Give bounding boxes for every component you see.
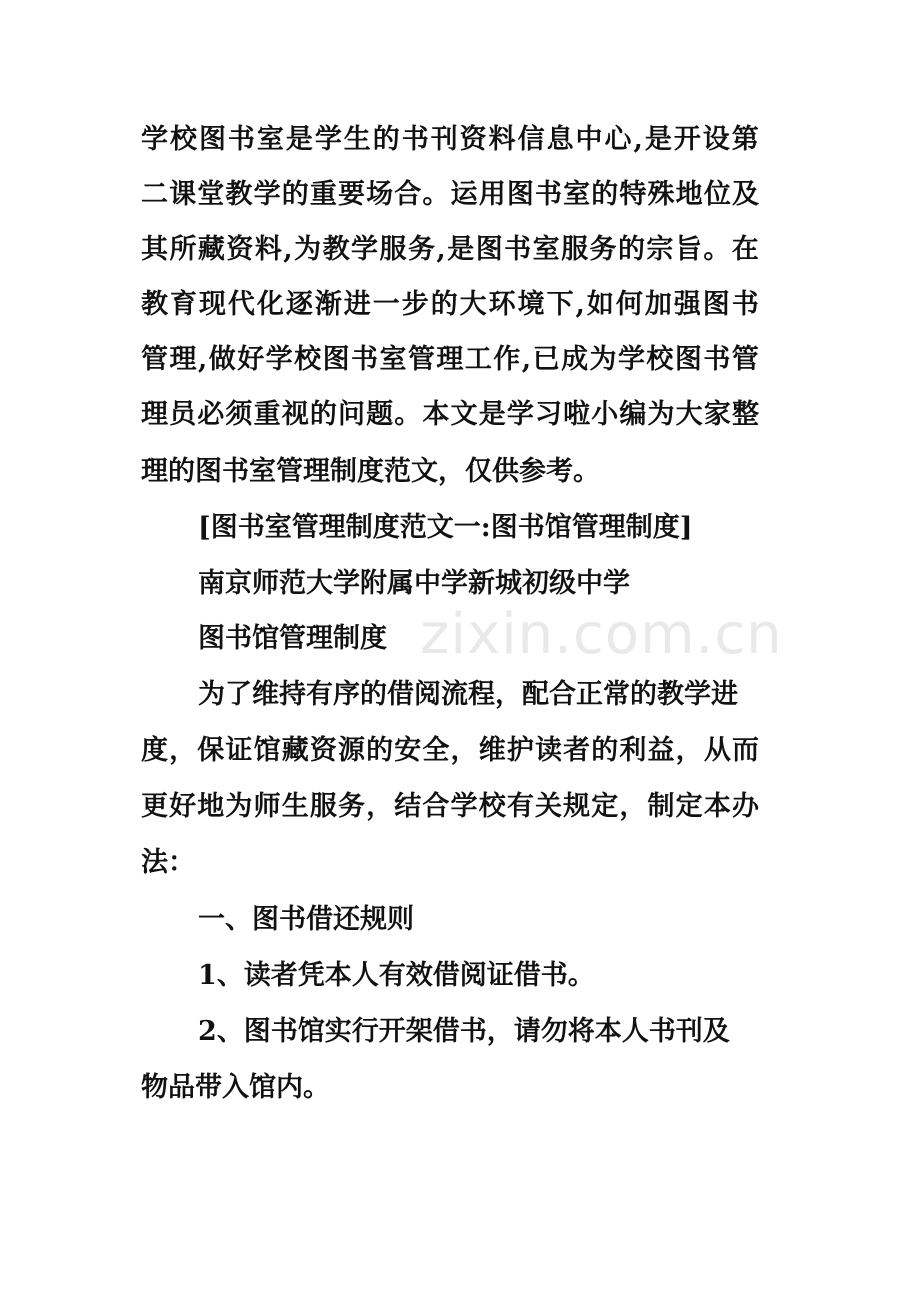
purpose-line-2-text (141, 731, 759, 771)
glyph: ， (619, 791, 647, 822)
glyph: 重 (309, 179, 337, 210)
document-title-text: 图书馆管理制度 (198, 623, 387, 654)
glyph: 题 (366, 399, 394, 430)
glyph: 的 (430, 289, 458, 320)
glyph: 大 (459, 289, 487, 320)
glyph: 是 (285, 124, 313, 155)
glyph: 文 (450, 399, 478, 430)
purpose-line-1 (0, 675, 920, 715)
glyph: 刊 (430, 124, 458, 155)
glyph: 进 (343, 289, 371, 320)
glyph: 小 (591, 399, 619, 430)
glyph: 校 (646, 344, 674, 375)
glyph: 师 (253, 791, 281, 822)
glyph: 位 (703, 179, 731, 210)
glyph: 结 (394, 791, 422, 822)
glyph: 二 (141, 179, 168, 210)
glyph: 馆 (253, 735, 281, 766)
glyph: 室 (532, 234, 560, 265)
glyph: 学 (617, 344, 645, 375)
glyph: 。 (422, 179, 450, 210)
glyph: 的 (281, 179, 309, 210)
rule-2-line-2-text: 物品带入馆内。 (141, 1072, 330, 1103)
glyph: 教 (141, 289, 168, 320)
glyph: 保 (197, 735, 225, 766)
glyph: 管 (141, 344, 168, 375)
purpose-line-3-text (141, 787, 759, 827)
intro-line-1 (0, 120, 920, 160)
glyph: 为 (647, 399, 675, 430)
glyph: 用 (478, 179, 506, 210)
intro-line-6-text (141, 395, 759, 435)
glyph: 从 (703, 735, 731, 766)
glyph: 旨 (674, 234, 702, 265)
glyph: 书 (703, 344, 731, 375)
glyph: 。 (394, 399, 422, 430)
glyph: 家 (703, 399, 731, 430)
glyph: 图 (322, 344, 350, 375)
glyph: 为 (589, 344, 617, 375)
rule-2-line-1 (0, 1012, 920, 1052)
glyph: 有 (506, 791, 534, 822)
glyph: 图 (198, 124, 226, 155)
glyph: 益 (647, 735, 675, 766)
glyph: 生 (343, 124, 371, 155)
glyph: 宗 (646, 234, 674, 265)
glyph: 环 (488, 289, 516, 320)
glyph: 教 (225, 179, 253, 210)
glyph: 室 (563, 179, 591, 210)
glyph: 服 (309, 791, 337, 822)
intro-line-7-text: 理的图书室管理制度范文，仅供参考。 (141, 456, 600, 487)
glyph: 设 (702, 124, 730, 155)
glyph: 资 (459, 124, 487, 155)
glyph: 心 (604, 124, 632, 155)
glyph: 办 (731, 791, 759, 822)
glyph: 下 (546, 289, 574, 320)
school-name (0, 564, 920, 604)
glyph: 室 (256, 124, 284, 155)
glyph: 工 (464, 344, 492, 375)
glyph: , (575, 289, 585, 320)
watermark-text: zixin.com.cn (420, 602, 783, 667)
glyph: 的 (617, 234, 645, 265)
glyph: 。 (703, 234, 731, 265)
glyph: 信 (517, 124, 545, 155)
glyph: 啦 (563, 399, 591, 430)
glyph: 读 (534, 735, 562, 766)
glyph: 做 (208, 344, 236, 375)
glyph: 为 (294, 234, 322, 265)
glyph: 藏 (197, 234, 225, 265)
glyph: ， (450, 735, 478, 766)
glyph: 地 (197, 791, 225, 822)
glyph: 开 (673, 124, 701, 155)
glyph: 度 (141, 735, 168, 766)
glyph: 关 (534, 791, 562, 822)
glyph: 理 (169, 344, 197, 375)
glyph: , (436, 234, 446, 265)
glyph: 课 (169, 179, 197, 210)
glyph: 校 (478, 791, 506, 822)
glyph: 图 (674, 344, 702, 375)
purpose-line-2 (0, 731, 920, 771)
glyph: 源 (337, 735, 365, 766)
glyph: 书 (227, 124, 255, 155)
section-heading-text: [图书室管理制度范文一:图书馆管理制度] (198, 512, 693, 543)
glyph: 护 (506, 735, 534, 766)
section-heading (0, 508, 920, 548)
glyph: 理 (436, 344, 464, 375)
glyph: 渐 (314, 289, 342, 320)
glyph: 证 (225, 735, 253, 766)
glyph: 大 (675, 399, 703, 430)
glyph: 育 (169, 289, 197, 320)
glyph: 定 (675, 791, 703, 822)
glyph: 的 (366, 735, 394, 766)
glyph: 务 (589, 234, 617, 265)
glyph: 合 (422, 791, 450, 822)
glyph: 合 (394, 179, 422, 210)
glyph: , (521, 344, 532, 375)
glyph: 图 (506, 179, 534, 210)
glyph: 图 (475, 234, 503, 265)
glyph: 化 (256, 289, 284, 320)
glyph: 者 (563, 735, 591, 766)
glyph: 是 (478, 399, 506, 430)
glyph: 书 (351, 344, 379, 375)
intro-line-4 (0, 285, 920, 325)
glyph: , (197, 344, 208, 375)
purpose-line-1-text: 为了维持有序的借阅流程，配合正常的教学进 (198, 679, 738, 710)
glyph: 如 (586, 289, 614, 320)
school-name-text: 南京师范大学附属中学新城初级中学 (198, 568, 630, 599)
glyph: 步 (401, 289, 429, 320)
intro-line-5-text (141, 340, 759, 380)
glyph: 学 (253, 179, 281, 210)
glyph: 定 (591, 791, 619, 822)
glyph: 本 (703, 791, 731, 822)
glyph: ， (169, 735, 197, 766)
glyph: 的 (372, 124, 400, 155)
glyph: 料 (254, 234, 282, 265)
glyph: 的 (309, 399, 337, 430)
glyph: 管 (407, 344, 435, 375)
purpose-line-3 (0, 787, 920, 827)
glyph: 中 (575, 124, 603, 155)
glyph: 学 (351, 234, 379, 265)
glyph: 成 (561, 344, 589, 375)
intro-line-1-text (141, 120, 759, 160)
glyph: 规 (563, 791, 591, 822)
glyph: 学 (141, 124, 168, 155)
glyph: 所 (169, 234, 197, 265)
glyph: 教 (322, 234, 350, 265)
glyph: 视 (281, 399, 309, 430)
glyph: 更 (141, 791, 168, 822)
rule-2-line-2 (0, 1068, 920, 1108)
glyph: 服 (561, 234, 589, 265)
glyph: 书 (534, 179, 562, 210)
glyph: 生 (281, 791, 309, 822)
glyph: 的 (591, 735, 619, 766)
glyph: 理 (141, 399, 168, 430)
glyph: , (633, 124, 643, 155)
glyph: 逐 (285, 289, 313, 320)
glyph: 学 (314, 124, 342, 155)
purpose-line-4 (0, 843, 920, 883)
glyph: 在 (731, 234, 759, 265)
glyph: 问 (337, 399, 365, 430)
glyph: 其 (141, 234, 168, 265)
glyph: 资 (309, 735, 337, 766)
glyph: 殊 (647, 179, 675, 210)
glyph: 管 (731, 344, 759, 375)
glyph: 息 (546, 124, 574, 155)
glyph: 学 (265, 344, 293, 375)
glyph: 服 (379, 234, 407, 265)
glyph: 作 (493, 344, 521, 375)
glyph: 校 (294, 344, 322, 375)
glyph: 书 (504, 234, 532, 265)
glyph: 本 (422, 399, 450, 430)
glyph: 习 (534, 399, 562, 430)
intro-line-4-text (141, 285, 759, 325)
intro-line-3-text (141, 230, 759, 270)
glyph: 利 (619, 735, 647, 766)
glyph: 员 (169, 399, 197, 430)
glyph: 维 (478, 735, 506, 766)
glyph: 务 (337, 791, 365, 822)
glyph: 第 (731, 124, 759, 155)
intro-line-6 (0, 395, 920, 435)
glyph: 加 (644, 289, 672, 320)
glyph: 必 (197, 399, 225, 430)
glyph: 是 (644, 124, 672, 155)
intro-line-3 (0, 230, 920, 270)
glyph: 要 (337, 179, 365, 210)
glyph: 整 (731, 399, 759, 430)
glyph: 安 (394, 735, 422, 766)
glyph: 室 (379, 344, 407, 375)
glyph: 好 (237, 344, 265, 375)
intro-line-2-text (141, 175, 759, 215)
glyph: 藏 (281, 735, 309, 766)
glyph: 料 (488, 124, 516, 155)
glyph: 制 (647, 791, 675, 822)
glyph: 书 (401, 124, 429, 155)
glyph: 校 (169, 124, 197, 155)
glyph: 地 (675, 179, 703, 210)
glyph: 重 (253, 399, 281, 430)
glyph: 堂 (197, 179, 225, 210)
rule-2-line-1-text: 2、图书馆实行开架借书，请勿将本人书刊及 (198, 1016, 730, 1047)
glyph: 学 (506, 399, 534, 430)
rule-heading-text: 一、图书借还规则 (198, 904, 414, 935)
intro-line-5 (0, 340, 920, 380)
glyph: 一 (372, 289, 400, 320)
glyph: 编 (619, 399, 647, 430)
glyph: 现 (198, 289, 226, 320)
glyph: 何 (615, 289, 643, 320)
glyph: ， (366, 791, 394, 822)
glyph: 境 (517, 289, 545, 320)
glyph: 及 (731, 179, 759, 210)
glyph: 的 (591, 179, 619, 210)
glyph: 强 (673, 289, 701, 320)
glyph: ， (675, 735, 703, 766)
glyph: , (283, 234, 293, 265)
glyph: 代 (227, 289, 255, 320)
glyph: 全 (422, 735, 450, 766)
glyph: 学 (450, 791, 478, 822)
rule-1-text: 1、读者凭本人有效借阅证借书。 (198, 960, 595, 991)
glyph: 书 (731, 289, 759, 320)
glyph: 运 (450, 179, 478, 210)
glyph: 场 (366, 179, 394, 210)
glyph: 已 (532, 344, 560, 375)
intro-line-7 (0, 452, 920, 492)
rule-heading (0, 900, 920, 940)
glyph: 务 (407, 234, 435, 265)
glyph: 资 (226, 234, 254, 265)
glyph: 图 (702, 289, 730, 320)
glyph: 好 (169, 791, 197, 822)
glyph: 是 (447, 234, 475, 265)
glyph: 而 (731, 735, 759, 766)
glyph: 为 (225, 791, 253, 822)
rule-1 (0, 956, 920, 996)
glyph: 须 (225, 399, 253, 430)
purpose-line-4-text: 法： (141, 847, 195, 878)
glyph: 特 (619, 179, 647, 210)
intro-line-2 (0, 175, 920, 215)
